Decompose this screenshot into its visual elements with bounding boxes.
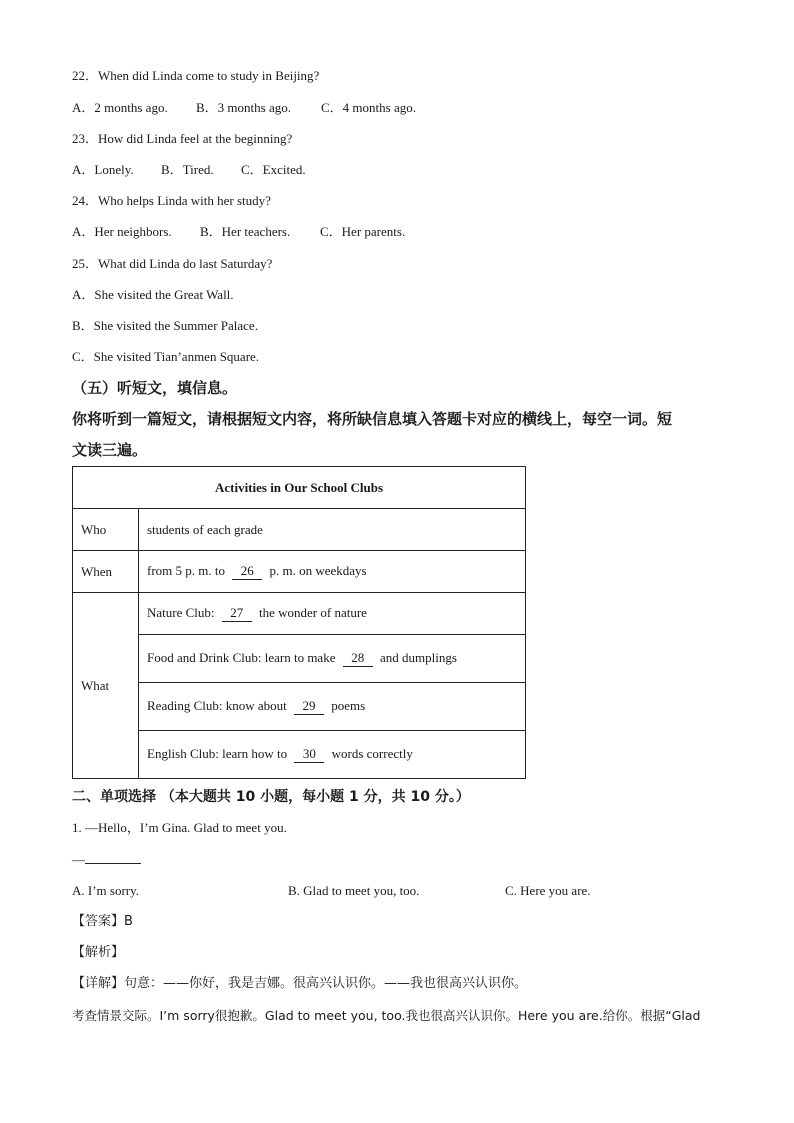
english-club-pre: English Club: learn how to [147, 746, 288, 761]
question-25-option-b: B．She visited the Summer Palace. [72, 318, 258, 333]
when-value [139, 551, 526, 593]
when-pre: from 5 p. m. to [147, 563, 225, 578]
part-2-title: 二、单项选择 （本大题共 10 小题，每小题 1 分，共 10 分。） [72, 789, 470, 805]
section-5-title: （五）听短文，填信息。 [72, 379, 238, 397]
question-23-option-b: B．Tired. [161, 162, 214, 177]
blank-26: 26 [232, 563, 262, 580]
nature-club-post: the wonder of nature [259, 605, 367, 620]
question-25-option-a: A．She visited the Great Wall. [72, 287, 234, 302]
when-post: p. m. on weekdays [269, 563, 367, 578]
nature-club-pre: Nature Club: [147, 605, 215, 620]
blank-27: 27 [222, 605, 252, 622]
question-22-stem: 22．When did Linda come to study in Beijing? [72, 68, 320, 83]
food-club-row [139, 635, 526, 683]
table-title: Activities in Our School Clubs [73, 467, 526, 509]
english-club-post: words correctly [331, 746, 413, 761]
club-activities-table [72, 466, 526, 779]
reading-club-row [139, 683, 526, 731]
question-25-option-c: C．She visited Tian’anmen Square. [72, 349, 260, 364]
question-24-stem: 24．Who helps Linda with her study? [72, 193, 271, 208]
blank-30: 30 [294, 746, 324, 763]
question-24-option-a: A．Her neighbors. [72, 224, 172, 239]
what-label: What [73, 593, 139, 779]
reading-club-post: poems [331, 698, 366, 713]
part-2-question-1-reply [72, 851, 141, 869]
reading-club-pre: Reading Club: know about [147, 698, 287, 713]
reply-blank [85, 851, 141, 864]
who-label: Who [73, 509, 139, 551]
question-25-stem: 25．What did Linda do last Saturday? [72, 256, 273, 271]
question-24-option-b: B．Her teachers. [200, 224, 291, 239]
reply-dash: — [72, 852, 85, 867]
answer-label: 【答案】B [72, 914, 133, 929]
analysis-label: 【解析】 [72, 945, 125, 960]
part-2-question-1-option-b: B. Glad to meet you, too. [288, 883, 420, 898]
question-23-stem: 23．How did Linda feel at the beginning? [72, 131, 293, 146]
detail-text: 【详解】句意：——你好，我是吉娜。很高兴认识你。——我也很高兴认识你。 [72, 976, 528, 991]
food-club-pre: Food and Drink Club: learn to make [147, 650, 336, 665]
food-club-post: and dumplings [379, 650, 457, 665]
part-2-question-1-option-c: C. Here you are. [505, 883, 591, 898]
section-5-instruction-line-2: 文读三遍。 [72, 441, 148, 459]
when-label: When [73, 551, 139, 593]
question-23-option-c: C．Excited. [241, 162, 306, 177]
nature-club-row [139, 593, 526, 635]
question-24-option-c: C．Her parents. [320, 224, 406, 239]
question-22-option-a: A．2 months ago. [72, 100, 168, 115]
section-5-instruction-line-1: 你将听到一篇短文，请根据短文内容，将所缺信息填入答题卡对应的横线上，每空一词。短 [72, 410, 673, 428]
question-22-option-c: C．4 months ago. [321, 100, 416, 115]
part-2-question-1-stem: 1. —Hello，I’m Gina. Glad to meet you. [72, 820, 287, 835]
who-value: students of each grade [139, 509, 526, 551]
question-22-option-b: B．3 months ago. [196, 100, 291, 115]
part-2-question-1-option-a: A. I’m sorry. [72, 883, 140, 898]
english-club-row [139, 731, 526, 779]
blank-28: 28 [343, 650, 373, 667]
explanation-text: 考查情景交际。I’m sorry很抱歉。Glad to meet you, too.我也很高兴认识你。Here you are.给你。根据“Glad [72, 1008, 701, 1023]
blank-29: 29 [294, 698, 324, 715]
question-23-option-a: A．Lonely. [72, 162, 134, 177]
